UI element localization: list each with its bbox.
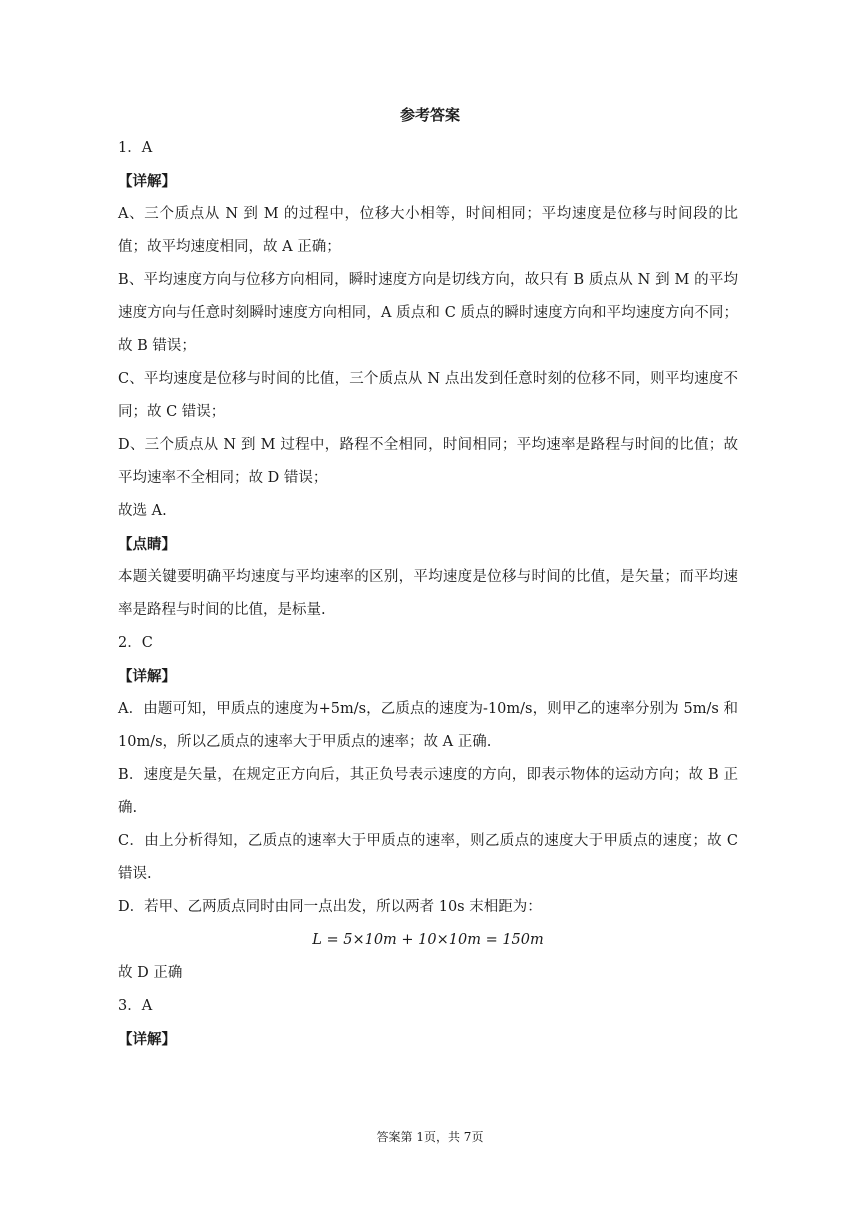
paragraph: B、平均速度方向与位移方向相同，瞬时速度方向是切线方向，故只有 B 质点从 N 到 M 的平均速度方向与任意时刻瞬时速度方向相同，A 质点和 C 质点的瞬时速度方向和平均速度方向不同；故 B 错误； [118,272,738,354]
paragraph: C．由上分析得知，乙质点的速率大于甲质点的速率，则乙质点的速度大于甲质点的速度；故 C 错误. [118,833,738,882]
paragraph: 本题关键要明确平均速度与平均速率的区别，平均速度是位移与时间的比值，是矢量；而平均速率是路程与时间的比值，是标量. [118,569,738,618]
answer-number: 1．A [118,140,153,156]
section-heading: 【详解】 [118,173,176,190]
paragraph: B．速度是矢量，在规定正方向后，其正负号表示速度的方向，即表示物体的运动方向；故 B 正确. [118,767,738,816]
answer-number: 2．C [118,635,153,651]
paragraph: A、三个质点从 N 到 M 的过程中，位移大小相等，时间相同；平均速度是位移与时间段的比值；故平均速度相同，故 A 正确； [118,206,738,255]
paragraph: A．由题可知，甲质点的速度为+5m/s，乙质点的速度为-10m/s，则甲乙的速率分别为 5m/s 和 10m/s，所以乙质点的速率大于甲质点的速率；故 A 正确. [118,701,738,750]
answer-number: 3．A [118,998,153,1014]
paragraph: 故选 A. [118,503,167,519]
section-heading: 【详解】 [118,668,176,685]
paragraph: 故 D 正确 [118,965,183,981]
formula: L = 5×10m + 10×10m = 150m [312,932,544,948]
paragraph: D．若甲、乙两质点同时由同一点出发，所以两者 10s 末相距为： [118,899,542,915]
paragraph: D、三个质点从 N 到 M 过程中，路程不全相同，时间相同；平均速率是路程与时间的比值；故平均速率不全相同；故 D 错误； [118,437,738,486]
page-title: 参考答案 [399,106,460,124]
section-heading: 【详解】 [118,1031,176,1048]
section-heading: 【点睛】 [118,536,176,553]
page-footer: 答案第 1页，共 7页 [376,1130,484,1144]
answer-content [118,132,738,1056]
paragraph: C、平均速度是位移与时间的比值，三个质点从 N 点出发到任意时刻的位移不同，则平均速度不同；故 C 错误； [118,371,738,420]
